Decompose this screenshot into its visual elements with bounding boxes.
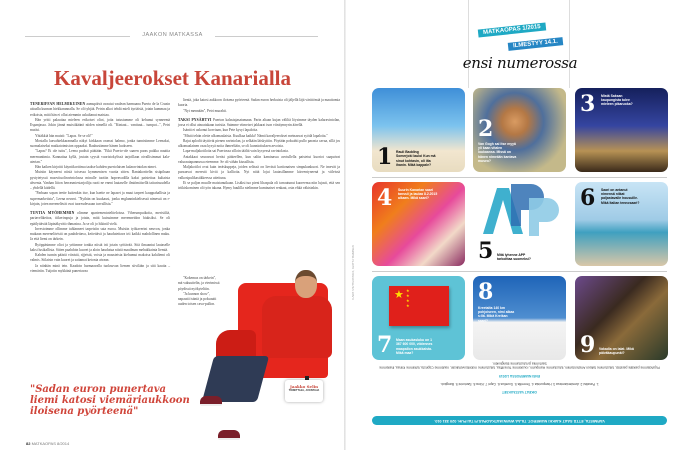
quiz-question: Mistä Saksan kaupungista tulee mieleen pikaruoka? [601, 94, 633, 107]
paragraph-text: Investoimme ollimme tuhlanneet tarpeisiin sata euroa. Muistin työkaverini neuvon, jonka mukaan merenelävistä on paahdettava, keitettävä ja haudutettava irti kaikki mahdollinen maku. Ja että liemi on tärkein. [30, 226, 170, 242]
paragraph [178, 98, 340, 109]
quiz-question: Saari on antanut nimensä niikat paljastavalle housuille. Mikä Italian tennosaari? [601, 188, 640, 205]
article-column-2-narrow [178, 276, 220, 308]
app-letter-p-shape [529, 198, 559, 236]
paragraph-text: Yhtäkkiä hän muisti: "Lapas. Se se oli!" [35, 133, 93, 138]
red-jacket [262, 296, 332, 358]
row-divider [372, 271, 667, 272]
paragraph [178, 276, 220, 292]
paragraph-lead: TAKSI PYSÄHTYI [178, 117, 212, 122]
paragraph [30, 102, 170, 118]
quiz-question: Van Gogh sai itse myyä yli kaan vitalen loukaansa. Missä on hänen nimeään kantava museo? [478, 142, 517, 163]
date-ribbon: ILMESTYY 14.1. [508, 37, 563, 51]
quiz-question: Maan asukasluku on 1 367 600 000, viidennes maapallon asukkaista. Mikä maa? [396, 338, 433, 355]
quiz-number: 9 [580, 332, 596, 358]
paragraph-text: Antakkaat seuraavat heräsi pääteellen, kun saliin kaminassa avotullella paistetut kuoriot saapuivat valurautapannussa eteemme. Se oli vähän kiusallista. [178, 154, 340, 164]
quiz-tile [575, 276, 668, 360]
author-byline [285, 380, 323, 402]
quiz-number: 7 [377, 332, 393, 358]
paragraph [178, 109, 340, 114]
paragraph-text: Lapa-maljakotiloita sai Puertossa silloin täältä vain kysyessä ravintolasta. [183, 149, 289, 154]
paragraph-text: lientä, joka katosi aukkoon iloisena pyörteenä. Sadan euron herkuista oli jäljellä läjä värittömiä ja mauttomia kuoria. [178, 98, 340, 108]
paragraph [30, 243, 170, 254]
quiz-number: 3 [580, 91, 596, 117]
paragraph [30, 170, 170, 191]
quiz-number: 8 [478, 279, 494, 305]
article-column-1 [30, 98, 170, 274]
section-label: JAAKON MATKASSA [142, 32, 203, 38]
paragraph [178, 118, 340, 129]
author-name: Jaakko Selin [289, 384, 319, 389]
paragraph [178, 292, 220, 308]
paragraph-text: Ryöppäsimme oliot ja yritimme tonkia niistä irti jotain syötävää. Sitä ilmaantui lautaselle kaksi lusikallista. Sitten paahdoin kuoret ja aloin haudutua niistä maailman mehukkainta liemiä. [30, 242, 170, 252]
paragraph-text: "Nyt mennään", Petri murahti. [183, 108, 227, 113]
paragraph-text: Kahden tunnin päästä viinistä, rijjeistä, voista ja mausteista kiehumut makoisa kalaliemi oli valmis. Siilaisin vain kuoret ja saitamat ketonia aivaan. [30, 253, 170, 263]
man-head [295, 270, 317, 298]
app-logo-graphic [481, 184, 561, 236]
answers-title: OIKEAT VASTAUKSET [502, 389, 537, 394]
quiz-question: Suurin Kanarian saari tanssii ja laulaa 8.2.2015 alkaen. Mikä saari? [398, 188, 438, 201]
divider-line [468, 0, 469, 88]
paragraph-text: Mostalla laavahiekkarannalla näkyi kirkkaan oranssi hahmo, jonka tunnistimme Leenaksi, suomalaiseksi matkatoimiston oppaaksi. Raahustimme hänen luokseen. [30, 138, 170, 148]
folio [26, 441, 69, 446]
paragraph-text: "Lapas? Ei ole tuttu", Leena pudisti päätään. "Eikä Puerto-ole saaren paras paikka nauttia merenantimia. Kannattaa kyllä, jostain syystä vuoristokylissä tarjoillaan oivallisimmat kala-aterian." [30, 149, 170, 164]
paragraph-lead: TUNTIA MYÖHEMMIN [30, 211, 75, 215]
star-icon: ★ [394, 289, 404, 301]
paragraph-text: "Ja kunnon show", napautti isäntä ja poksautti uuden toisen cava-pullon. [178, 291, 217, 307]
paragraph [30, 191, 170, 207]
paragraph-text: Muistin käyneeni niistä toisessa kymmenisen vuotta sitten. Rantakorttelin sisäpihaan pystytetyssä muovituoliravintolassa minulle tuotiin hopeavadilla kaksi paistettua kultaista ahventa. Vanhan liiton herrasmiestarjoilija ruoti ne eneni lautaselle ilmiömäisellä taiturisuudella – yhdellä kädellä. [30, 170, 170, 190]
next-issue-heading: ensi numerossa [462, 54, 578, 72]
page-spine [344, 0, 346, 450]
paragraph [30, 264, 170, 275]
paragraph [178, 155, 340, 166]
paragraph [178, 139, 340, 150]
quiz-number: 5 [478, 238, 494, 264]
paragraph-text: Hän yritti palauttaa mieleen erikoiset oliot, joita tutustumme oli kehunut synneemä Espanjassa. Jokin jännä muistikäänö niiden nimellä oli. "Kintaat... vanttuut... tumput...", Petri mutisi. [30, 117, 170, 133]
quiz-tile [575, 182, 668, 266]
paragraph-text: Puerton kalastajasatamaan. Parin altaan kujan väliltä löysimme täyden kalaravintolan, jossa ei ollut ainoatakaan turistia. Saimme viimeiset jakkarat ison viinitynnyrin äärellä. [178, 117, 341, 127]
author-role: TOIMITTAJA, JUONTAJA [288, 389, 320, 392]
quiz-tile [575, 88, 668, 172]
issue-ribbon: MATKAOPAS 1/2015 [478, 22, 546, 37]
header-rule [25, 36, 130, 37]
quiz-tile [372, 182, 465, 266]
quiz-number: 2 [478, 116, 494, 142]
quiz-number: 1 [377, 144, 393, 170]
sneaker [218, 430, 240, 440]
quiz-number: 6 [580, 185, 596, 211]
china-flag [389, 286, 449, 326]
divider-line [569, 0, 570, 88]
paragraph-text: Rajut aplodit täyttivät pienen ravintolan, ja selkään läiskyttiin. Pöytään poksahti pullo parasta cavaa, sillä jos ulkomaalainen osaa kysyä noita ihmeeliäin, se oli kunnioituksen arvoista. [178, 138, 340, 148]
paragraph-text: Hän kaiken kirjoitti käyntikorttinsa taakse kahden puertolaisen kalaravintolan nimet. [35, 165, 157, 169]
small-stars-icon: ★ ★ ★ ★ [406, 288, 410, 308]
paragraph-text: Maljakotilot ovat kuin teräskuppeja, joiden selässä on lievästi kartionaisen simpukankuori. Ne imevät ja pursaavat merestä kiviä ja kallioita. Nyt niitä lojui lautasillamme kärventyneenä ja viileissä valkosipulikastikkeessa uitettuna. [178, 165, 340, 180]
article-title: Kavaljeerokset Kanarialla [54, 66, 291, 90]
article-column-2 [178, 98, 340, 191]
paragraph-text: aamupäivä avautui vaalean harmaana Puerto de la Cruzin aitoalla kunnon hiekkarannalla. Se oli tyhjää. Petrin alkoi tehdä mieli äyriäisiä, jotain kummaa ja erikoista, mitä hän ei ollut aiemmin uskaltanut maistaa. [30, 102, 170, 117]
paragraph-text: Ja niinhän minä tein. Kaadoin hurmaavalla tuoksuvan liemen siivilään ja sitä kautta – viemäriin. Tuijotin mykkänä punertavaa [30, 263, 170, 273]
paragraph-text: olimme apartementoteltteloissa. Viherumpuikoita, merisiiliä, pariavelikeitoa, tiikerirapuja ja jotain, mitä kutsuimme merenneidon hiuksiksi. Se oli epäilyttävää läpinäkyvää rihmasina. Ja se oli jo hikinäl vielä. [30, 211, 170, 226]
quiz-tile [372, 276, 465, 360]
header-rule [215, 36, 318, 37]
paragraph-text: "Parhaan sopan teette kuitenkin itse, kun haette ne lapaset ja muut tarpeet kauppahallista ja supermarketista", Leena neuvoi. "Nythän on kuukausi, jonka englanninkielisessä nimessä on r-kirjain, joten merenelävät ovat tuoreudessaan turvallisia." [30, 191, 170, 206]
row-divider [372, 177, 667, 178]
quiz-question: Vakadia on lalat. Mikä päiväkaupunki? [599, 346, 634, 355]
quiz-tile [473, 276, 566, 360]
paragraph-text: "Kokemus on tärkein", mä vakuuttelin, ja vierimissä pöydissä nyökyteltiin. [178, 276, 220, 291]
paragraph-text: Isäntä ei uskonut korviaan, kun Pete kysyi lapaloita. [183, 128, 258, 133]
answers: 1. Paratiisi 2. Amsterdamissa 3. Hampurista 4. Teneriffa 5. Sovellus 6. Capri 7. Kiina 8. Santorini 9. Bangkok. [440, 381, 599, 386]
next-issue-text: Pujahdamme paikalle paratiisi, tutustumme taiteen Amsterdamiin, tutustumme Hampuriin, rouskimme Teneriffaa, tutustumme mobiilisovelluksiin, nautimme Caprista, tutkimme Kiinaa, ihailemme Santorinia ja tutustumme Bangkokiin. [379, 361, 660, 370]
magazine-issue: MATKAOPAS 8/2014 [31, 441, 70, 446]
next-issue-title: ENSI NUMEROSSA 1/2015 [499, 373, 540, 378]
pull-quote: "Sadan euron punertava liemi katosi viemäriaukkoon iloisena pyörteenä" [30, 384, 190, 417]
paragraph [30, 118, 170, 134]
paragraph-text: "Mistä tehän olette ulkomaalaisia. Kuulkaa kaikki! Nämä kavaljeerokset meinaavat syödä lapaloita." [183, 133, 328, 138]
quiz-tile [473, 182, 566, 266]
quiz-question: Kreetalta 140 km pohjoiseen, nimi alkaa s:llä. Mikä Kreikan saari? [478, 306, 515, 323]
paragraph [30, 253, 170, 264]
quiz-tile [372, 88, 465, 172]
sneaker [200, 396, 222, 406]
subscribe-bar[interactable]: VARMISTA, ETTÄ SAAT KAIKKI NUMEROT. TILAA WWW.MATKAOPAS.FI TAI PUH. 020 331 010. [372, 416, 667, 425]
paragraph [178, 165, 340, 181]
quiz-number: 4 [377, 185, 393, 211]
paragraph-lead: TENERIFFAN HELMIKUINEN [30, 102, 86, 106]
paragraph [30, 227, 170, 243]
paragraph [30, 139, 170, 150]
quiz-question: Mitä lyhenne APP tarkoittaa suomeksi? [497, 252, 531, 261]
page-number: 82 [26, 441, 31, 446]
quiz-tile [473, 88, 566, 172]
photo-credit: KUVAT: SHUTTERSTOCK, KERTTU TAMMINEN [352, 245, 355, 300]
paragraph-text: Ei se paljon muulle maistanutkaan. Lisäksi tuo pieni lihaspala oli tarrautunut kuoreensa niin lujasti, että sen irtikiskominen oli työn takana. Hymy huulilla nielimme kuminaiset renkaat, osin ehkä väkisinkin. [178, 180, 340, 190]
paragraph [30, 149, 170, 165]
paragraph [30, 211, 170, 227]
quiz-question: Rauli Badding Somerjoki lauloi Kun mä sinut kohtasin, oli ilta ihanin. Mikä kappale? [396, 150, 436, 167]
paragraph [178, 181, 340, 192]
